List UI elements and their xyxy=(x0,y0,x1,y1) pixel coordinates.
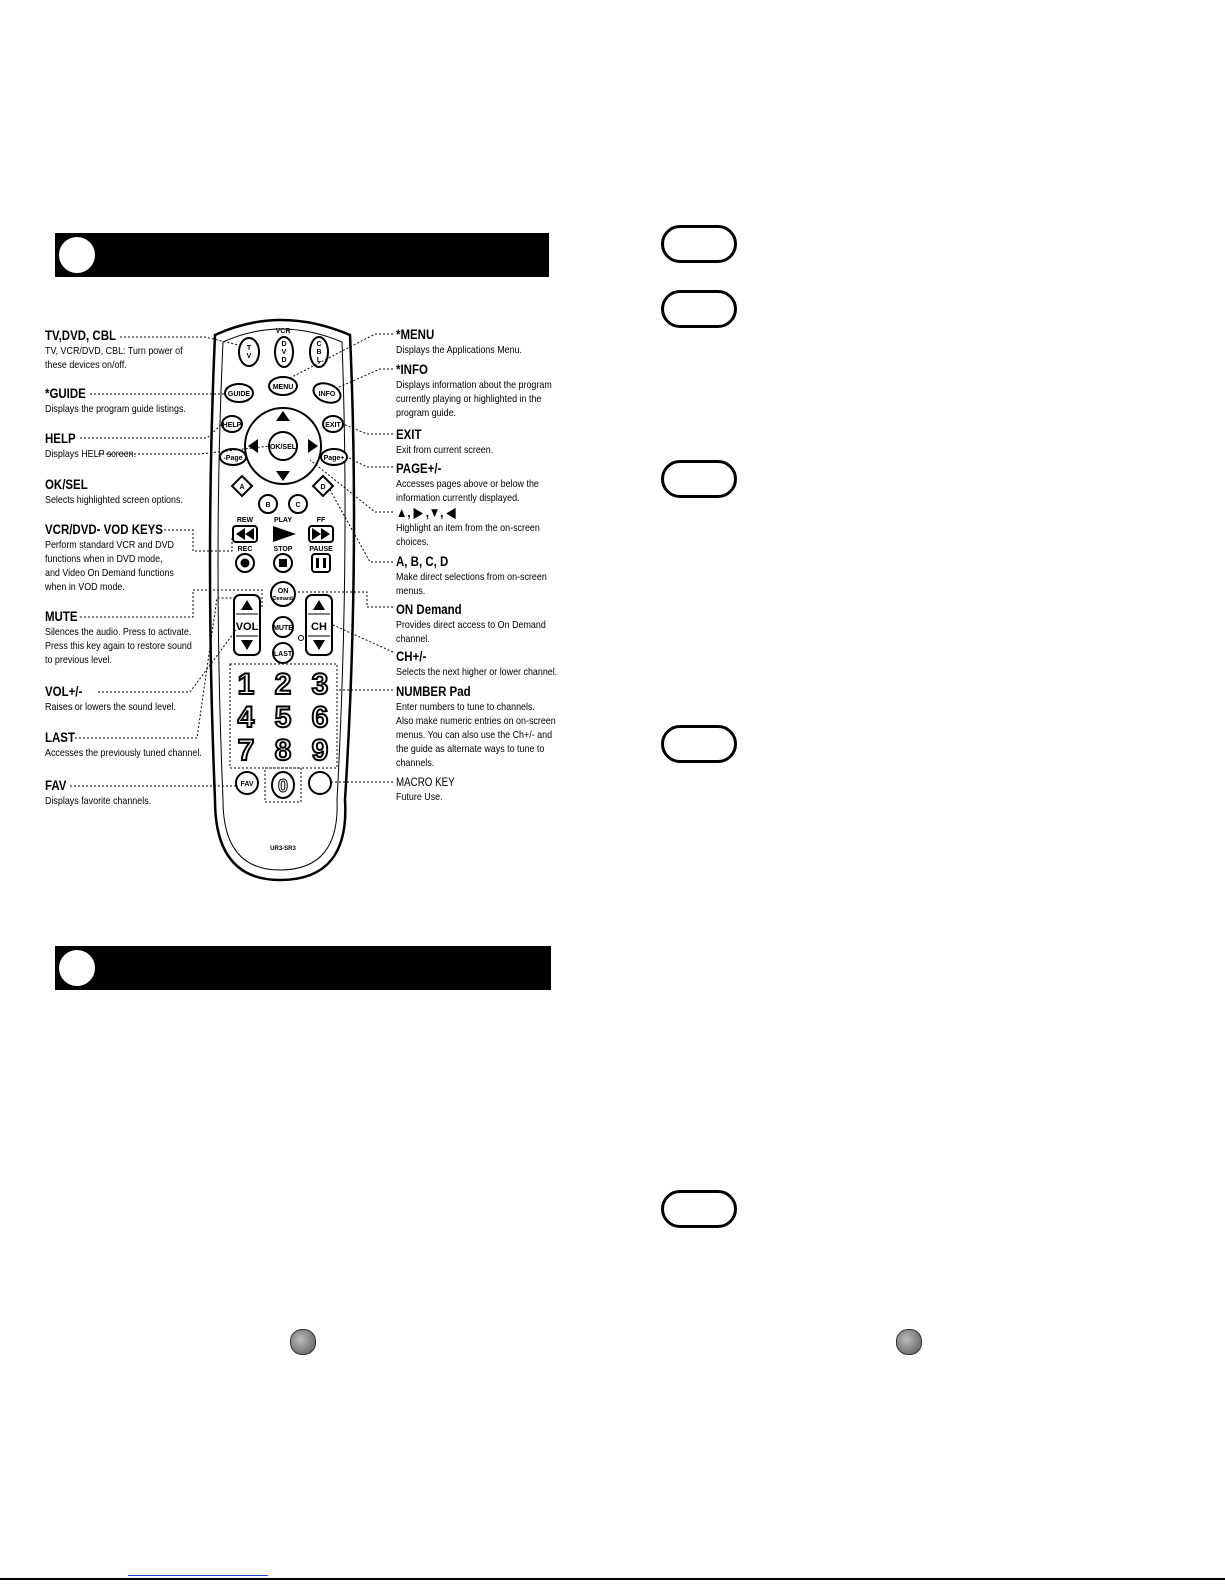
svg-text:V: V xyxy=(281,349,287,356)
footer-link-underline[interactable] xyxy=(128,1575,268,1576)
page-marker-dot-right xyxy=(896,1329,922,1355)
svg-text:GUIDE: GUIDE xyxy=(227,391,251,398)
svg-text:Page+: Page+ xyxy=(323,455,345,462)
digit-2: 2 xyxy=(274,668,292,701)
label-help: HELP Displays HELP screen. xyxy=(45,431,137,460)
tv-button-label: T xyxy=(246,345,252,352)
svg-text:-Page: -Page xyxy=(223,455,243,462)
svg-text:0: 0 xyxy=(277,776,289,796)
svg-text:V: V xyxy=(246,353,252,360)
svg-text:OK/SEL: OK/SEL xyxy=(269,444,297,451)
svg-text:INFO: INFO xyxy=(318,391,336,398)
label-mute: MUTE Silences the audio. Press to activate. Press this key again to restore sound to previous level. xyxy=(45,609,192,666)
svg-text:C: C xyxy=(295,502,301,509)
digit-5: 5 xyxy=(274,701,292,734)
svg-text:MUTE: MUTE xyxy=(273,625,293,632)
step-pill-4 xyxy=(661,725,737,763)
svg-text:B: B xyxy=(265,502,271,509)
svg-text:Demand: Demand xyxy=(273,596,293,602)
svg-text:MENU: MENU xyxy=(272,384,294,391)
svg-text:D: D xyxy=(281,341,287,348)
svg-text:REW: REW xyxy=(236,517,254,524)
label-vod-keys: VCR/DVD- VOD KEYS Perform standard VCR and DVD functions when in DVD mode, and Video On Demand functions when in VOD mode. xyxy=(45,522,174,593)
label-macro-key: MACRO KEY Future Use. xyxy=(396,777,455,803)
macro-key-button xyxy=(309,772,331,794)
svg-text:A: A xyxy=(239,484,245,491)
digit-3: 3 xyxy=(311,668,329,701)
page-marker-dot-left xyxy=(290,1329,316,1355)
label-last: LAST Accesses the previously tuned channel. xyxy=(45,730,202,759)
label-guide: *GUIDE Displays the program guide listings. xyxy=(45,386,186,415)
label-info: *INFO Displays information about the program currently playing or highlighted in the program guide. xyxy=(396,362,552,419)
label-vol: VOL+/- Raises or lowers the sound level. xyxy=(45,684,176,713)
label-exit: EXIT Exit from current screen. xyxy=(396,427,494,456)
vcr-label: VCR xyxy=(275,328,291,335)
svg-text:EXIT: EXIT xyxy=(325,422,341,429)
svg-text:ON: ON xyxy=(277,588,289,595)
svg-text:STOP: STOP xyxy=(273,546,293,553)
label-fav: FAV Displays favorite channels. xyxy=(45,778,152,807)
label-ch: CH+/- Selects the next higher or lower channel. xyxy=(396,649,558,678)
svg-text:L: L xyxy=(316,357,322,364)
digit-1: 1 xyxy=(237,668,255,701)
step-pill-5 xyxy=(661,1190,737,1228)
step-pill-3 xyxy=(661,460,737,498)
svg-text:VOL: VOL xyxy=(235,621,259,633)
section-marker-dot xyxy=(55,946,99,990)
label-on-demand: ON Demand Provides direct access to On Demand channel. xyxy=(396,602,546,645)
label-number-pad: NUMBER Pad Enter numbers to tune to channels. Also make numeric entries on on-screen menus. You can also use the Ch+/- and the guide as alternate ways to tune to channels. xyxy=(396,684,556,769)
section-header-bar-2 xyxy=(55,946,551,990)
svg-text:D: D xyxy=(320,484,326,491)
label-arrows: ▲, ▶ ,▼, ◀ Highlight an item from the on-screen choices. xyxy=(396,505,540,548)
step-pill-1 xyxy=(661,225,737,263)
svg-text:FAV: FAV xyxy=(240,781,254,788)
footer-rule xyxy=(0,1578,1225,1580)
label-ok-sel: OK/SEL Selects highlighted screen options. xyxy=(45,477,183,506)
svg-text:REC: REC xyxy=(237,546,253,553)
label-abcd: A, B, C, D Make direct selections from on-screen menus. xyxy=(396,554,547,597)
model-number: UR3-SR3 xyxy=(270,846,296,852)
label-page: PAGE+/- Accesses pages above or below the information currently displayed. xyxy=(396,461,539,504)
pause-button xyxy=(312,554,330,572)
svg-text:PAUSE: PAUSE xyxy=(309,546,333,553)
svg-text:LAST: LAST xyxy=(273,651,293,658)
step-pill-2 xyxy=(661,290,737,328)
svg-text:HELP: HELP xyxy=(222,422,242,429)
digit-9: 9 xyxy=(311,734,329,767)
svg-text:D: D xyxy=(281,357,287,364)
svg-text:B: B xyxy=(316,349,322,356)
label-menu: *MENU Displays the Applications Menu. xyxy=(396,327,523,356)
svg-text:CH: CH xyxy=(311,621,327,633)
digit-8: 8 xyxy=(274,734,292,767)
svg-text:C: C xyxy=(316,341,322,348)
digit-7: 7 xyxy=(237,734,255,767)
svg-text:FF: FF xyxy=(316,517,326,524)
digit-4: 4 xyxy=(237,701,255,734)
svg-text:PLAY: PLAY xyxy=(273,517,293,524)
digit-6: 6 xyxy=(311,701,329,734)
label-tv-dvd-cbl: TV,DVD, CBL TV, VCR/DVD, CBL: Turn power of these devices on/off. xyxy=(45,328,183,371)
